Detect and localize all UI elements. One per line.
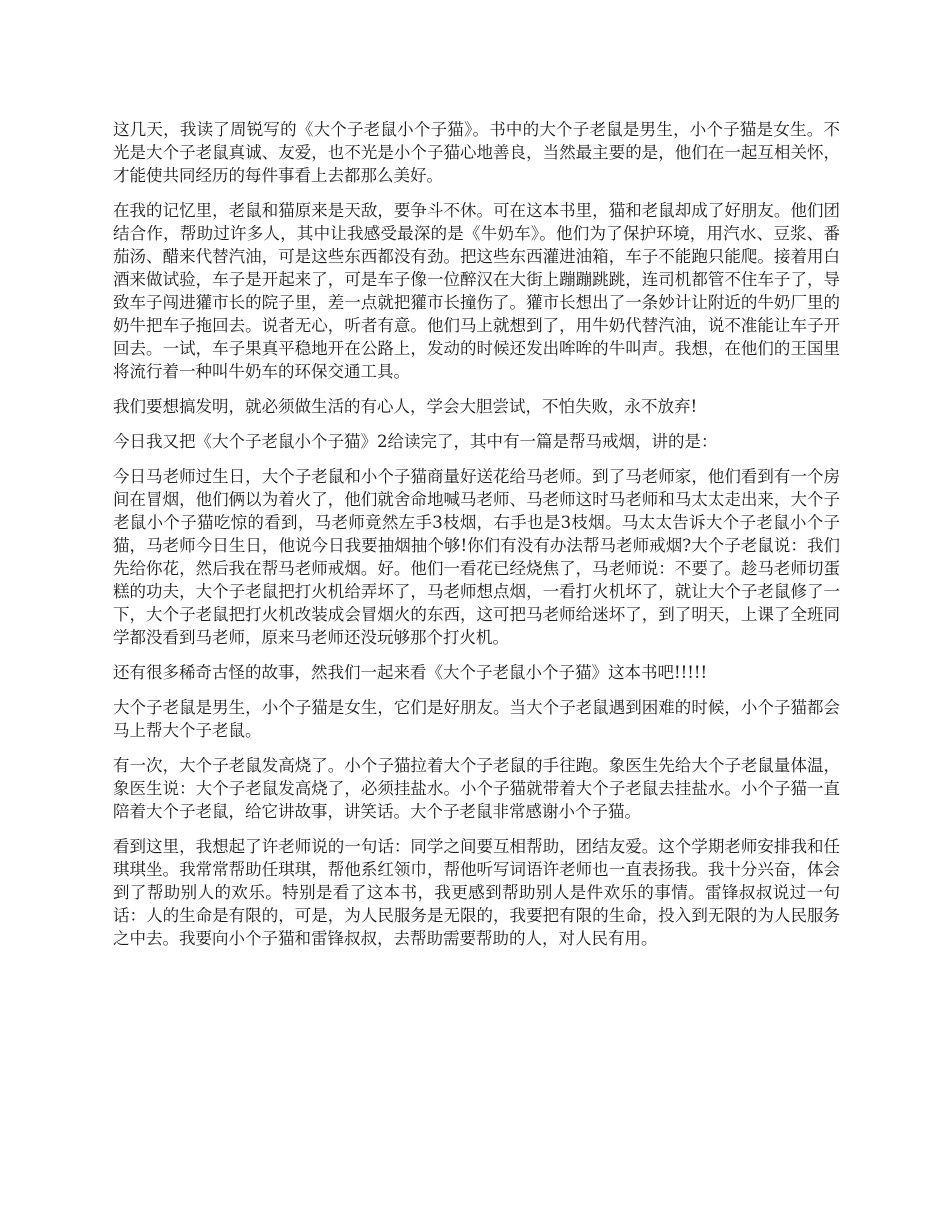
paragraph-8: 有一次，大个子老鼠发高烧了。小个子猫拉着大个子老鼠的手往跑。象医生先给大个子老鼠量体温，象医生说：大个子老鼠发高烧了，必须挂盐水。小个子猫就带着大个子老鼠去挂盐水。小个子猫一直陪着大个子老鼠，给它讲故事，讲笑话。大个子老鼠非常感谢小个子猫。 bbox=[113, 756, 840, 821]
paragraph-1: 这几天，我读了周锐写的《大个子老鼠小个子猫》。书中的大个子老鼠是男生，小个子猫是女生。不光是大个子老鼠真诚、友爱，也不光是小个子猫心地善良，当然最主要的是，他们在一起互相关怀，才能使共同经历的每件事看上去都那么美好。 bbox=[113, 120, 840, 185]
document-body bbox=[113, 118, 840, 962]
paragraph-4: 今日我又把《大个子老鼠小个子猫》2给读完了，其中有一篇是帮马戒烟，讲的是： bbox=[113, 432, 718, 451]
paragraph-3: 我们要想搞发明，就必须做生活的有心人，学会大胆尝试，不怕失败，永不放弃! bbox=[113, 397, 698, 416]
paragraph-9: 看到这里，我想起了许老师说的一句话：同学之间要互相帮助，团结友爱。这个学期老师安排我和任琪琪坐。我常常帮助任琪琪，帮他系红领巾，帮他听写词语许老师也一直表扬我。我十分兴奋，体会到了帮助别人的欢乐。特别是看了这本书，我更感到帮助别人是件欢乐的事情。雷锋叔叔说过一句话：人的生命是有限的，可是，为人民服务是无限的，我要把有限的生命，投入到无限的为人民服务之中去。我要向小个子猫和雷锋叔叔，去帮助需要帮助的人，对人民有用。 bbox=[113, 837, 840, 948]
paragraph-7: 大个子老鼠是男生，小个子猫是女生，它们是好朋友。当大个子老鼠遇到困难的时候，小个子猫都会马上帮大个子老鼠。 bbox=[113, 698, 840, 740]
paragraph-6: 还有很多稀奇古怪的故事，然我们一起来看《大个子老鼠小个子猫》这本书吧!!!!! bbox=[113, 663, 708, 682]
paragraph-5: 今日马老师过生日，大个子老鼠和小个子猫商量好送花给马老师。到了马老师家，他们看到有一个房间在冒烟，他们俩以为着火了，他们就舍命地喊马老师、马老师这时马老师和马太太走出来，大个子老鼠小个子猫吃惊的看到，马老师竟然左手3枝烟，右手也是3枝烟。马太太告诉大个子老鼠小个子猫，马老师今日生日，他说今日我要抽烟抽个够!你们有没有办法帮马老师戒烟?大个子老鼠说：我们先给你花，然后我在帮马老师戒烟。好。他们一看花已经烧焦了，马老师说：不要了。趁马老师切蛋糕的功夫，大个子老鼠把打火机给弄坏了，马老师想点烟，一看打火机坏了，就让大个子老鼠修了一下，大个子老鼠把打火机改装成会冒烟火的东西，这可把马老师给迷坏了，到了明天，上课了全班同学都没看到马老师，原来马老师还没玩够那个打火机。 bbox=[113, 467, 840, 647]
paragraph-2: 在我的记忆里，老鼠和猫原来是天敌，要争斗不休。可在这本书里，猫和老鼠却成了好朋友。他们团结合作，帮助过许多人，其中让我感受最深的是《牛奶车》。他们为了保护环境，用汽水、豆浆、番茄汤、醋来代替汽油，可是这些东西都没有劲。把这些东西灌进油箱，车子不能跑只能爬。接着用白酒来做试验，车子是开起来了，可是车子像一位醉汉在大街上蹦蹦跳跳，连司机都管不住车子了，导致车子闯进獾市长的院子里，差一点就把獾市长撞伤了。獾市长想出了一条妙计让附近的牛奶厂里的奶牛把车子拖回去。说者无心，听者有意。他们马上就想到了，用牛奶代替汽油，说不准能让车子开回去。一试，车子果真平稳地开在公路上，发动的时候还发出哞哞的牛叫声。我想，在他们的王国里将流行着一种叫牛奶车的环保交通工具。 bbox=[113, 201, 840, 381]
